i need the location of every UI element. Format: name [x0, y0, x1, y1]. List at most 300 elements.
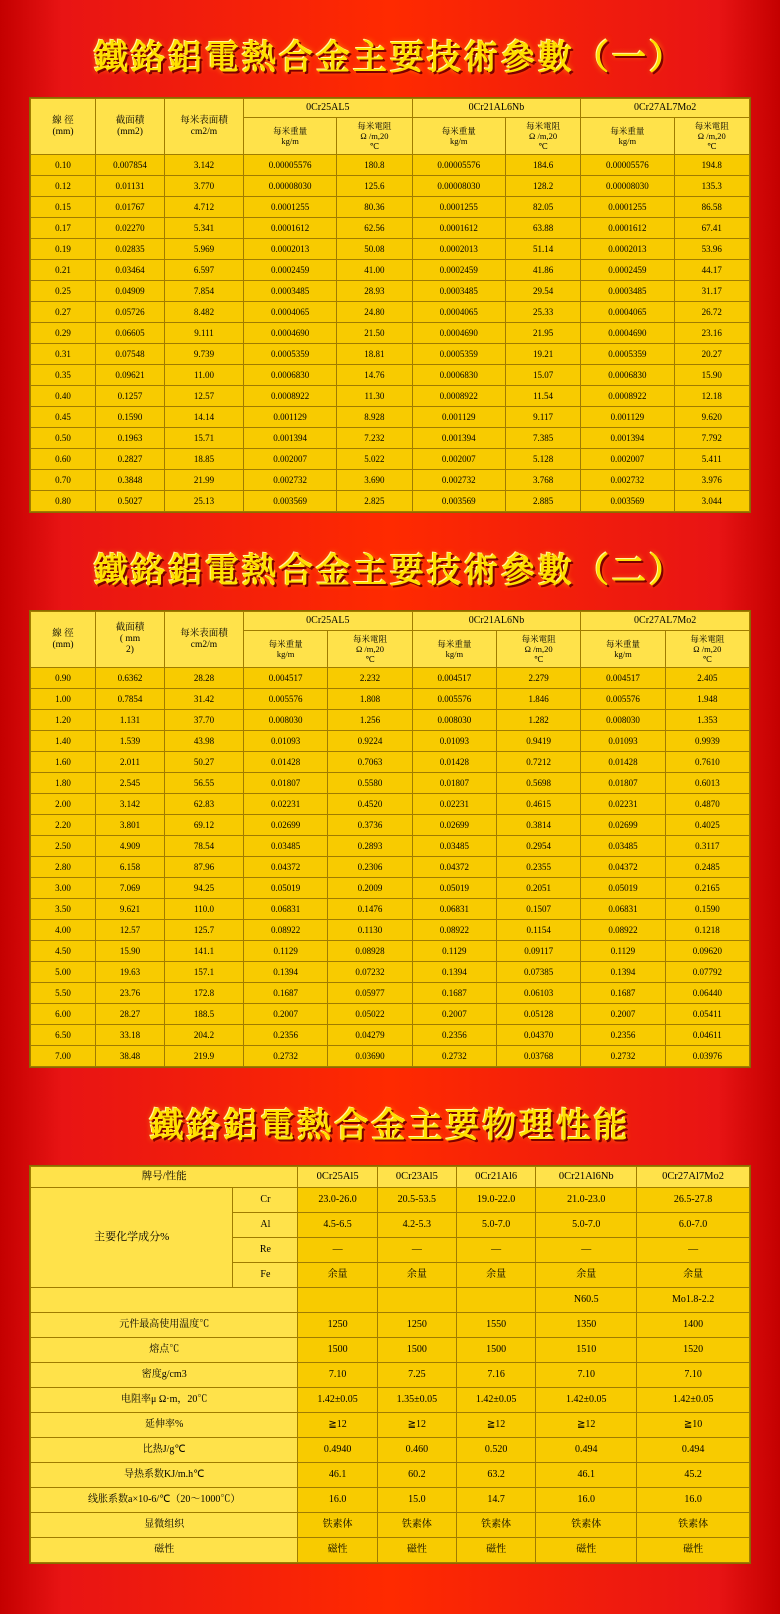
table-cell: 0.03768	[496, 1046, 580, 1067]
table-cell: 2.885	[505, 491, 580, 512]
page-title-2: 鐵鉻鋁電熱合金主要技術參數（二）	[94, 553, 686, 591]
table-cell: 0.03485	[244, 836, 328, 857]
property-label: 磁性	[31, 1538, 298, 1563]
table-row	[31, 794, 750, 815]
table-cell: 7.00	[31, 1046, 96, 1067]
property-value: 磁性	[536, 1538, 637, 1563]
table-cell: 0.70	[31, 470, 96, 491]
table-cell: 26.72	[674, 302, 750, 323]
table-cell: 0.06831	[244, 899, 328, 920]
col-resistance-per-meter-1: 每米電阻 Ω /m,20 ℃	[337, 117, 412, 155]
table-row	[31, 836, 750, 857]
table-row	[31, 668, 750, 689]
table-cell: 188.5	[165, 1004, 244, 1025]
table-cell: 15.90	[96, 941, 165, 962]
table-cell: 1.353	[665, 710, 749, 731]
table-cell: 0.01428	[581, 752, 665, 773]
table-cell: 50.27	[165, 752, 244, 773]
additive-row-label	[31, 1288, 298, 1313]
composition-value: 19.0-22.0	[456, 1188, 535, 1213]
property-value: 7.10	[298, 1363, 377, 1388]
table-cell: 7.854	[165, 281, 244, 302]
table-cell: 4.00	[31, 920, 96, 941]
property-value: 1.42±0.05	[298, 1388, 377, 1413]
table-row	[31, 689, 750, 710]
property-value: 0.4940	[298, 1438, 377, 1463]
table-cell: 3.142	[165, 155, 244, 176]
property-value: 16.0	[637, 1488, 750, 1513]
table-cell: 2.80	[31, 857, 96, 878]
table-cell: 38.48	[96, 1046, 165, 1067]
table-2-head-row-1	[31, 612, 750, 631]
table-cell: 0.31	[31, 344, 96, 365]
table-cell: 1.60	[31, 752, 96, 773]
table-cell: 180.8	[337, 155, 412, 176]
composition-value: 26.5-27.8	[637, 1188, 750, 1213]
table-cell: 0.1129	[412, 941, 496, 962]
table-cell: 0.1687	[244, 983, 328, 1004]
table-cell: 0.6013	[665, 773, 749, 794]
table-cell: 0.3848	[96, 470, 165, 491]
table-cell: 0.2485	[665, 857, 749, 878]
table-cell: 50.08	[337, 239, 412, 260]
table-cell: 0.60	[31, 449, 96, 470]
table-cell: 3.00	[31, 878, 96, 899]
table-cell: 0.03464	[96, 260, 165, 281]
table-cell: 8.928	[337, 407, 412, 428]
table-cell: 29.54	[505, 281, 580, 302]
table-cell: 0.07385	[496, 962, 580, 983]
table-cell: 0.0002459	[581, 260, 674, 281]
table-cell: 15.90	[674, 365, 750, 386]
table-cell: 0.2355	[496, 857, 580, 878]
property-value: 铁素体	[377, 1513, 456, 1538]
table-cell: 0.29	[31, 323, 96, 344]
col-weight-per-meter-1: 每米重量 kg/m	[244, 117, 337, 155]
table-cell: 0.0002013	[581, 239, 674, 260]
col-surface-area: 每米表面積 cm2/m	[165, 99, 244, 155]
alloy-group-0cr21al6nb: 0Cr21AL6Nb	[412, 612, 581, 631]
table-cell: 11.00	[165, 365, 244, 386]
table-cell: 0.01807	[244, 773, 328, 794]
table-cell: 19.21	[505, 344, 580, 365]
table-cell: 0.07548	[96, 344, 165, 365]
table-cell: 43.98	[165, 731, 244, 752]
table-cell: 0.25	[31, 281, 96, 302]
table-cell: 3.976	[674, 470, 750, 491]
table-cell: 0.35	[31, 365, 96, 386]
table-cell: 0.2954	[496, 836, 580, 857]
table-cell: 0.05128	[496, 1004, 580, 1025]
table-cell: 0.2356	[581, 1025, 665, 1046]
table-cell: 0.01767	[96, 197, 165, 218]
table-cell: 0.02270	[96, 218, 165, 239]
property-value: 1550	[456, 1313, 535, 1338]
table-cell: 53.96	[674, 239, 750, 260]
table-cell: 0.003569	[581, 491, 674, 512]
table-cell: 0.01093	[244, 731, 328, 752]
table-cell: 0.2732	[244, 1046, 328, 1067]
table-cell: 0.001129	[244, 407, 337, 428]
property-value: 磁性	[298, 1538, 377, 1563]
table-cell: 37.70	[165, 710, 244, 731]
table-cell: 21.99	[165, 470, 244, 491]
property-value: 铁素体	[456, 1513, 535, 1538]
table-cell: 0.001394	[244, 428, 337, 449]
table-cell: 0.06103	[496, 983, 580, 1004]
table-cell: 0.09621	[96, 365, 165, 386]
property-value: 1500	[298, 1338, 377, 1363]
col-weight-per-meter-3: 每米重量 kg/m	[581, 117, 674, 155]
table-cell: 7.792	[674, 428, 750, 449]
composition-value: 余量	[637, 1263, 750, 1288]
table-cell: 0.2009	[328, 878, 412, 899]
property-label: 导热系数KJ/m.h℃	[31, 1463, 298, 1488]
table-cell: 0.03485	[412, 836, 496, 857]
table-cell: 0.02699	[244, 815, 328, 836]
table-row	[31, 899, 750, 920]
table-cell: 0.0006830	[412, 365, 505, 386]
property-value: 7.10	[637, 1363, 750, 1388]
composition-value: 余量	[536, 1263, 637, 1288]
table-row	[31, 323, 750, 344]
table-cell: 6.50	[31, 1025, 96, 1046]
tech-params-table-2	[30, 611, 750, 1067]
table-cell: 0.01093	[412, 731, 496, 752]
property-value: ≧12	[536, 1413, 637, 1438]
table-cell: 0.0004690	[412, 323, 505, 344]
composition-value: 4.2-5.3	[377, 1213, 456, 1238]
table-cell: 14.14	[165, 407, 244, 428]
table-cell: 1.282	[496, 710, 580, 731]
table-cell: 0.6362	[96, 668, 165, 689]
table-cell: 4.50	[31, 941, 96, 962]
property-row	[31, 1438, 750, 1463]
table-cell: 2.00	[31, 794, 96, 815]
table-cell: 25.33	[505, 302, 580, 323]
property-value: 60.2	[377, 1463, 456, 1488]
table-cell: 62.83	[165, 794, 244, 815]
property-value: 0.494	[637, 1438, 750, 1463]
table-row	[31, 815, 750, 836]
table-cell: 0.005576	[244, 689, 328, 710]
table-cell: 0.05019	[412, 878, 496, 899]
table-cell: 28.28	[165, 668, 244, 689]
property-value: 63.2	[456, 1463, 535, 1488]
table-cell: 0.2893	[328, 836, 412, 857]
table-cell: 0.001394	[412, 428, 505, 449]
col-weight-per-meter-2: 每米重量 kg/m	[412, 117, 505, 155]
alloy-col-0cr27al7mo2: 0Cr27Al7Mo2	[637, 1167, 750, 1188]
property-value: 铁素体	[298, 1513, 377, 1538]
table-cell: 0.002007	[412, 449, 505, 470]
property-label: 密度g/cm3	[31, 1363, 298, 1388]
table-cell: 0.1394	[581, 962, 665, 983]
table-cell: 0.1476	[328, 899, 412, 920]
table-cell: 125.7	[165, 920, 244, 941]
table-row	[31, 470, 750, 491]
table-row	[31, 920, 750, 941]
table-cell: 5.969	[165, 239, 244, 260]
table-2-body	[31, 668, 750, 1067]
property-row	[31, 1463, 750, 1488]
composition-value: 21.0-23.0	[536, 1188, 637, 1213]
table-cell: 28.93	[337, 281, 412, 302]
table-cell: 1.80	[31, 773, 96, 794]
table-cell: 0.2732	[412, 1046, 496, 1067]
table-row	[31, 1025, 750, 1046]
property-row	[31, 1313, 750, 1338]
property-value: 7.10	[536, 1363, 637, 1388]
page-title-3: 鐵鉻鋁電熱合金主要物理性能	[149, 1108, 631, 1146]
property-value: ≧10	[637, 1413, 750, 1438]
property-value: 1520	[637, 1338, 750, 1363]
table-cell: 0.08922	[244, 920, 328, 941]
table-cell: 0.0005359	[412, 344, 505, 365]
table-cell: 31.42	[165, 689, 244, 710]
table-cell: 0.2007	[244, 1004, 328, 1025]
table-cell: 7.069	[96, 878, 165, 899]
table-3-body	[31, 1188, 750, 1563]
additive-row	[31, 1288, 750, 1313]
table-cell: 0.04372	[412, 857, 496, 878]
table-cell: 0.00008030	[412, 176, 505, 197]
table-cell: 0.1130	[328, 920, 412, 941]
table-cell: 0.0006830	[581, 365, 674, 386]
table-cell: 0.02699	[581, 815, 665, 836]
composition-value: —	[637, 1238, 750, 1263]
property-value: 15.0	[377, 1488, 456, 1513]
table-cell: 62.56	[337, 218, 412, 239]
composition-value: 20.5-53.5	[377, 1188, 456, 1213]
table-cell: 6.158	[96, 857, 165, 878]
table-cell: 2.545	[96, 773, 165, 794]
table-row	[31, 710, 750, 731]
composition-value: 6.0-7.0	[637, 1213, 750, 1238]
table-cell: 1.131	[96, 710, 165, 731]
table-cell: 28.27	[96, 1004, 165, 1025]
col-resistance-per-meter-1: 每米電阻 Ω /m,20 ℃	[328, 630, 412, 668]
table-cell: 0.02231	[412, 794, 496, 815]
table-cell: 2.50	[31, 836, 96, 857]
composition-value: 5.0-7.0	[456, 1213, 535, 1238]
table-cell: 33.18	[96, 1025, 165, 1046]
table-cell: 0.08928	[328, 941, 412, 962]
table-cell: 0.008030	[581, 710, 665, 731]
col-weight-per-meter-2: 每米重量 kg/m	[412, 630, 496, 668]
table-2-wrapper	[29, 610, 751, 1068]
table-cell: 0.3117	[665, 836, 749, 857]
table-cell: 5.341	[165, 218, 244, 239]
table-cell: 18.81	[337, 344, 412, 365]
table-cell: 6.00	[31, 1004, 96, 1025]
table-cell: 12.18	[674, 386, 750, 407]
table-cell: 8.482	[165, 302, 244, 323]
table-cell: 0.001129	[581, 407, 674, 428]
property-value: 1500	[377, 1338, 456, 1363]
table-cell: 0.45	[31, 407, 96, 428]
table-cell: 3.768	[505, 470, 580, 491]
table-cell: 0.05411	[665, 1004, 749, 1025]
table-cell: 0.06605	[96, 323, 165, 344]
composition-value: —	[298, 1238, 377, 1263]
table-cell: 0.07792	[665, 962, 749, 983]
table-cell: 86.58	[674, 197, 750, 218]
table-cell: 0.0004065	[581, 302, 674, 323]
table-cell: 0.01428	[244, 752, 328, 773]
table-cell: 1.948	[665, 689, 749, 710]
table-cell: 23.76	[96, 983, 165, 1004]
table-cell: 14.76	[337, 365, 412, 386]
composition-value: 余量	[456, 1263, 535, 1288]
additive-value	[456, 1288, 535, 1313]
table-row	[31, 857, 750, 878]
table-cell: 0.001129	[412, 407, 505, 428]
table-cell: 0.003569	[412, 491, 505, 512]
alloy-group-0cr25al5: 0Cr25AL5	[244, 612, 413, 631]
table-cell: 0.004517	[244, 668, 328, 689]
composition-value: —	[536, 1238, 637, 1263]
table-cell: 0.005576	[412, 689, 496, 710]
table-cell: 0.08922	[412, 920, 496, 941]
property-value: 16.0	[298, 1488, 377, 1513]
table-cell: 0.1129	[244, 941, 328, 962]
table-cell: 0.1963	[96, 428, 165, 449]
property-value: 1.42±0.05	[456, 1388, 535, 1413]
table-cell: 0.00005576	[244, 155, 337, 176]
table-cell: 0.5698	[496, 773, 580, 794]
table-cell: 0.06831	[581, 899, 665, 920]
table-cell: 0.002007	[581, 449, 674, 470]
table-cell: 0.0008922	[412, 386, 505, 407]
table-cell: 141.1	[165, 941, 244, 962]
table-cell: 0.1394	[244, 962, 328, 983]
table-cell: 0.0002459	[412, 260, 505, 281]
table-cell: 1.40	[31, 731, 96, 752]
table-cell: 0.0002013	[412, 239, 505, 260]
table-cell: 204.2	[165, 1025, 244, 1046]
table-cell: 24.80	[337, 302, 412, 323]
table-cell: 5.022	[337, 449, 412, 470]
table-cell: 0.0003485	[581, 281, 674, 302]
col-cross-section-area: 截面積 (mm2)	[96, 99, 165, 155]
property-label: 显微组织	[31, 1513, 298, 1538]
property-row	[31, 1388, 750, 1413]
table-cell: 0.12	[31, 176, 96, 197]
table-cell: 0.19	[31, 239, 96, 260]
property-value: 1250	[377, 1313, 456, 1338]
table-cell: 23.16	[674, 323, 750, 344]
table-cell: 0.004517	[581, 668, 665, 689]
table-cell: 0.0004690	[581, 323, 674, 344]
property-value: 1.35±0.05	[377, 1388, 456, 1413]
table-cell: 0.002732	[581, 470, 674, 491]
table-cell: 0.00008030	[581, 176, 674, 197]
table-row	[31, 386, 750, 407]
table-cell: 9.117	[505, 407, 580, 428]
table-cell: 0.0001255	[244, 197, 337, 218]
table-cell: 0.0001612	[244, 218, 337, 239]
table-cell: 0.2306	[328, 857, 412, 878]
property-value: 1400	[637, 1313, 750, 1338]
table-cell: 0.06831	[412, 899, 496, 920]
table-cell: 0.0004065	[244, 302, 337, 323]
table-row	[31, 176, 750, 197]
table-cell: 0.3736	[328, 815, 412, 836]
table-row	[31, 302, 750, 323]
composition-value: 23.0-26.0	[298, 1188, 377, 1213]
table-cell: 9.620	[674, 407, 750, 428]
property-value: 1510	[536, 1338, 637, 1363]
table-cell: 1.808	[328, 689, 412, 710]
col-resistance-per-meter-2: 每米電阻 Ω /m,20 ℃	[505, 117, 580, 155]
table-cell: 2.20	[31, 815, 96, 836]
table-cell: 0.05019	[581, 878, 665, 899]
table-cell: 0.003569	[244, 491, 337, 512]
table-cell: 0.04372	[581, 857, 665, 878]
table-cell: 125.6	[337, 176, 412, 197]
col-cross-section-area: 截面積 ( mm 2)	[96, 612, 165, 668]
table-cell: 0.1218	[665, 920, 749, 941]
table-cell: 0.01807	[412, 773, 496, 794]
property-label: 线胀系数a×10-6/℃（20～1000℃）	[31, 1488, 298, 1513]
table-cell: 0.2732	[581, 1046, 665, 1067]
table-cell: 0.17	[31, 218, 96, 239]
table-cell: 31.17	[674, 281, 750, 302]
table-cell: 69.12	[165, 815, 244, 836]
table-cell: 7.232	[337, 428, 412, 449]
table-cell: 0.40	[31, 386, 96, 407]
property-value: 1350	[536, 1313, 637, 1338]
table-cell: 4.909	[96, 836, 165, 857]
table-cell: 0.04370	[496, 1025, 580, 1046]
table-cell: 51.14	[505, 239, 580, 260]
composition-element-label: Al	[233, 1213, 298, 1238]
table-cell: 41.00	[337, 260, 412, 281]
table-cell: 0.04279	[328, 1025, 412, 1046]
col-weight-per-meter-3: 每米重量 kg/m	[581, 630, 665, 668]
table-cell: 0.008030	[412, 710, 496, 731]
composition-value: 5.0-7.0	[536, 1213, 637, 1238]
table-row	[31, 281, 750, 302]
table-cell: 219.9	[165, 1046, 244, 1067]
alloy-group-0cr27al7mo2: 0Cr27AL7Mo2	[581, 99, 750, 118]
table-cell: 0.1687	[581, 983, 665, 1004]
table-1-body	[31, 155, 750, 512]
table-row	[31, 1004, 750, 1025]
table-cell: 0.2051	[496, 878, 580, 899]
table-cell: 0.1687	[412, 983, 496, 1004]
additive-value	[298, 1288, 377, 1313]
table-cell: 9.621	[96, 899, 165, 920]
corner-header: 牌号/性能	[31, 1167, 298, 1188]
property-value: 磁性	[456, 1538, 535, 1563]
table-cell: 78.54	[165, 836, 244, 857]
table-cell: 194.8	[674, 155, 750, 176]
table-cell: 0.9939	[665, 731, 749, 752]
table-cell: 7.385	[505, 428, 580, 449]
composition-value: 4.5-6.5	[298, 1213, 377, 1238]
table-cell: 0.09117	[496, 941, 580, 962]
table-cell: 0.1394	[412, 962, 496, 983]
table-cell: 0.00005576	[412, 155, 505, 176]
property-row	[31, 1413, 750, 1438]
table-3-wrapper	[29, 1165, 751, 1564]
table-cell: 0.2007	[412, 1004, 496, 1025]
table-cell: 110.0	[165, 899, 244, 920]
table-cell: 0.01093	[581, 731, 665, 752]
table-cell: 1.846	[496, 689, 580, 710]
